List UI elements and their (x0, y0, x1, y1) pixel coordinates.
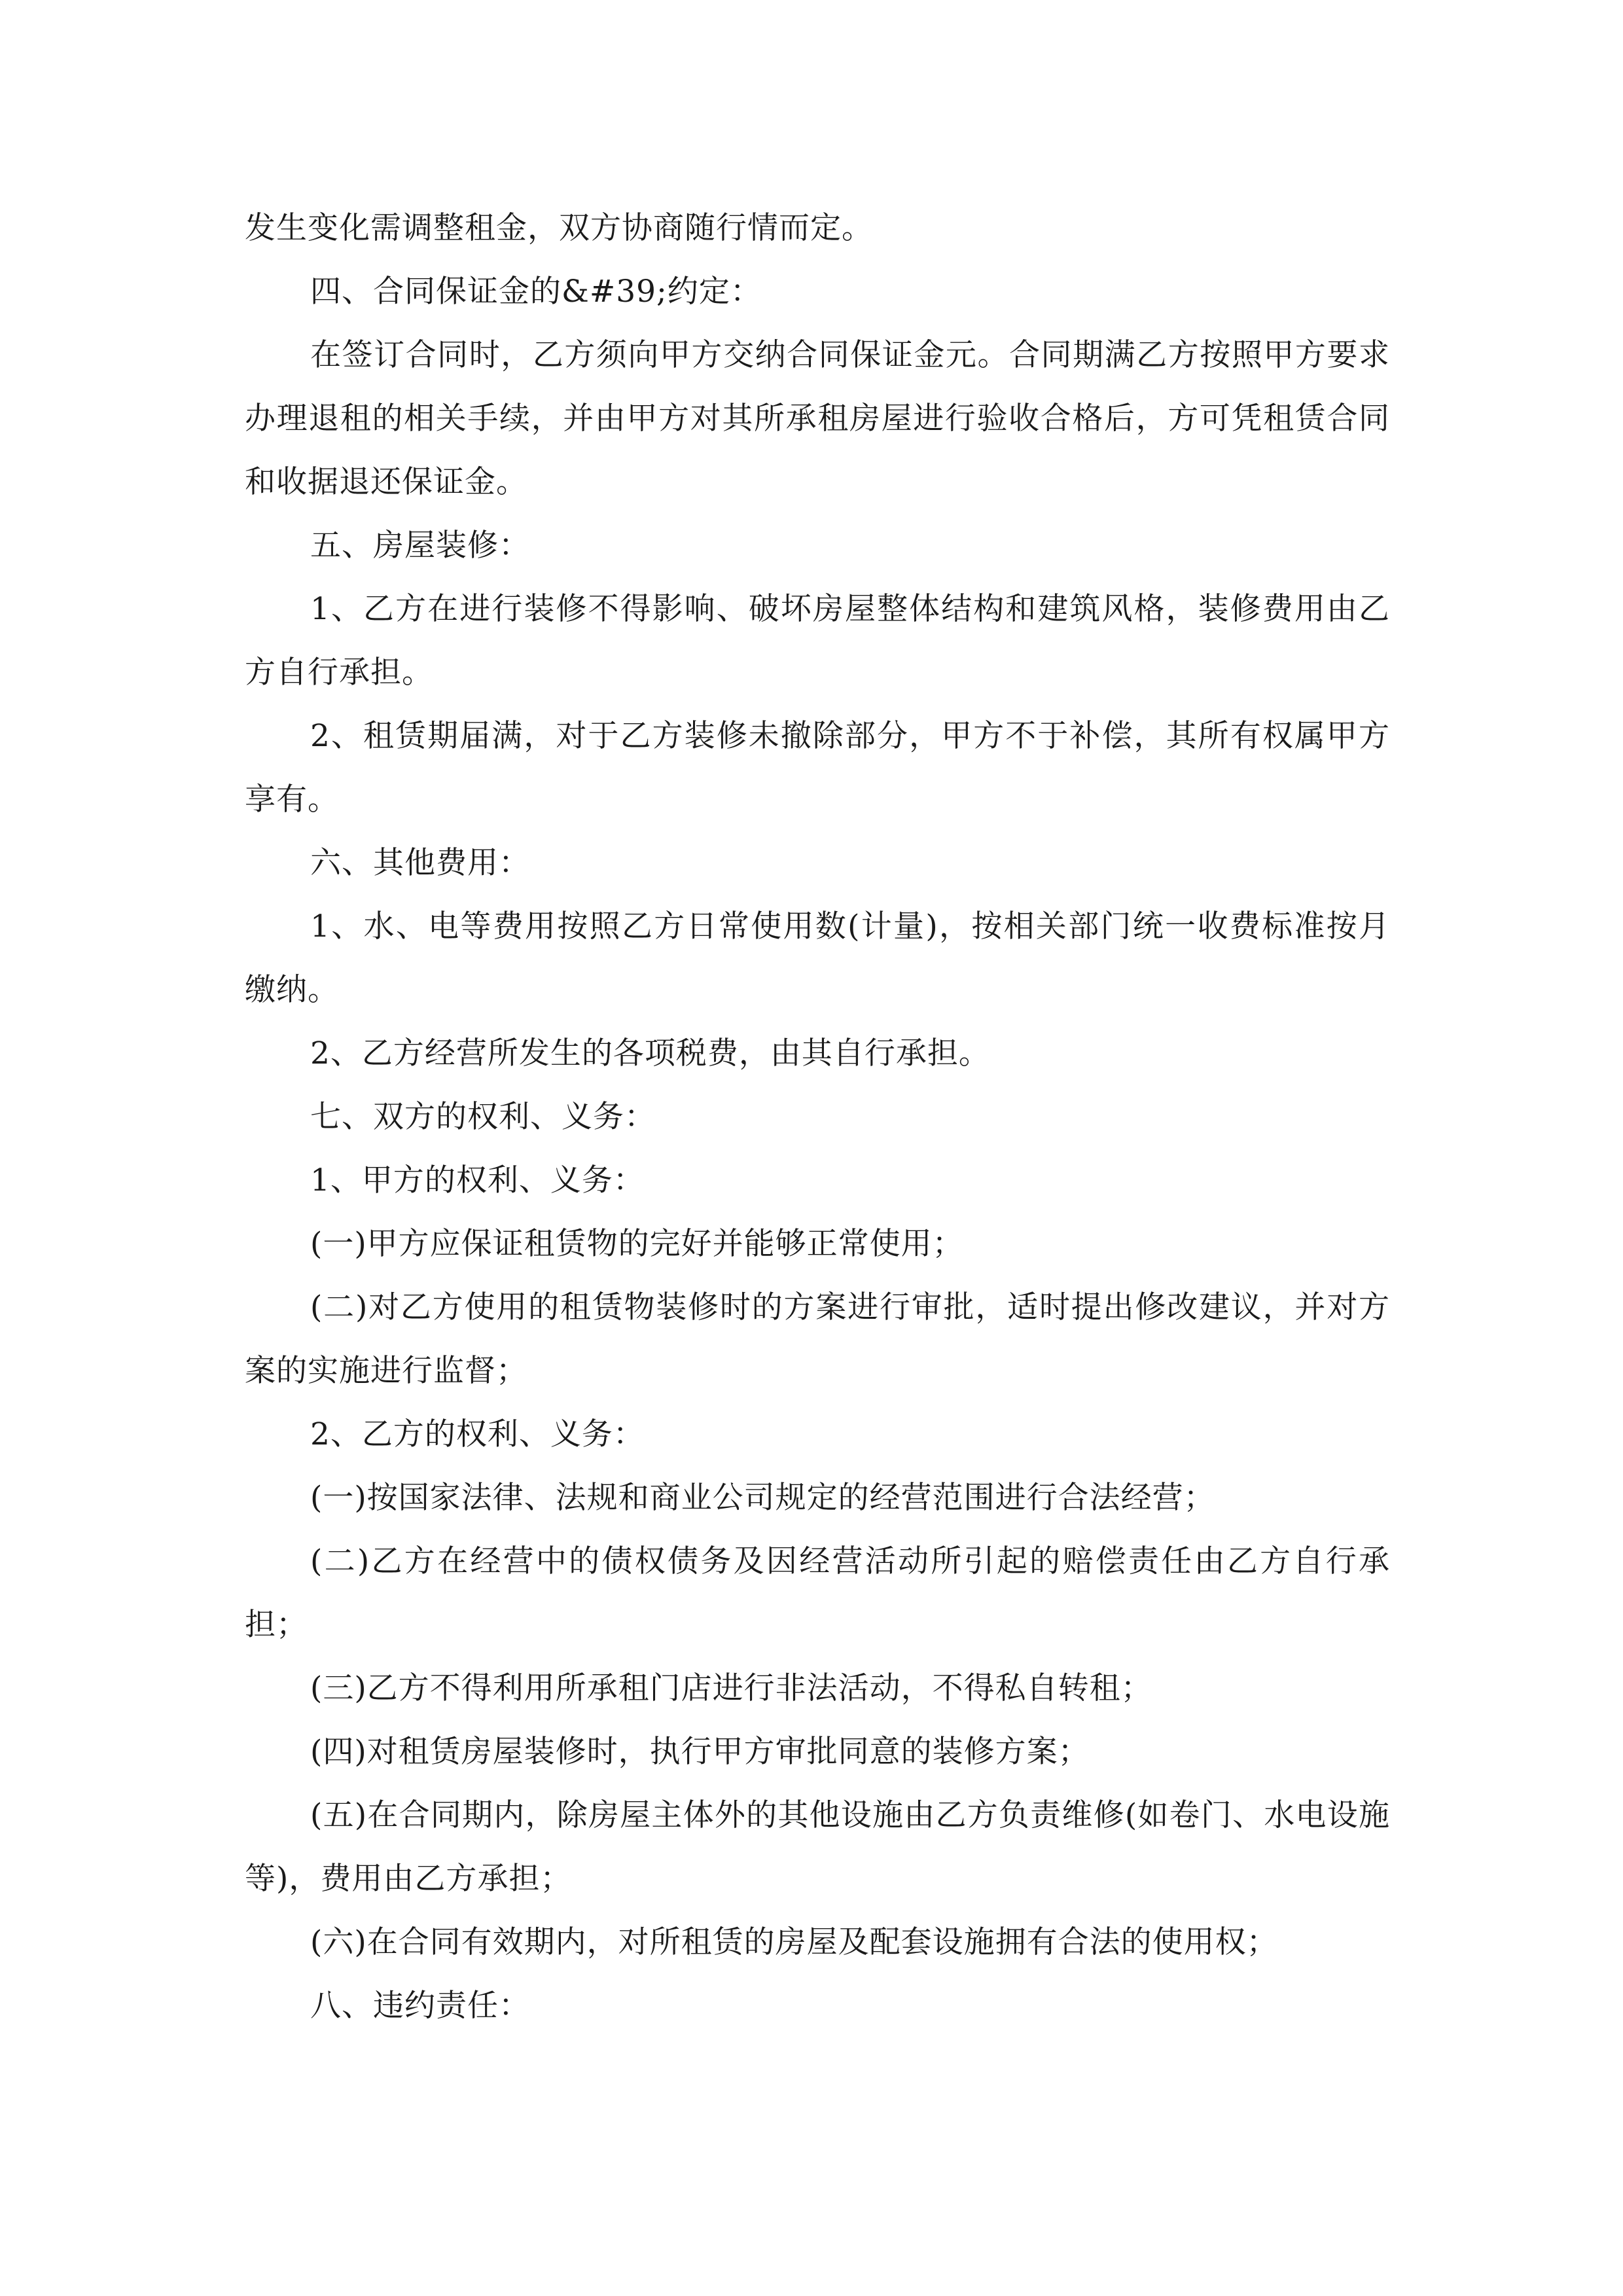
paragraph-renovation-2: 2、租赁期届满，对于乙方装修未撤除部分，甲方不于补偿，其所有权属甲方享有。 (245, 718, 1390, 817)
party-a-item-1: (一)甲方应保证租赁物的完好并能够正常使用； (310, 1226, 964, 1262)
document-body (245, 196, 1390, 2037)
party-b-item-5: (五)在合同期内，除房屋主体外的其他设施由乙方负责维修(如卷门、水电设施等)，费用由乙方承担； (245, 1797, 1390, 1897)
heading-rights-obligations: 七、双方的权利、义务： (310, 1099, 656, 1135)
party-b-item-3: (三)乙方不得利用所承租门店进行非法活动，不得私自转租； (310, 1670, 1152, 1706)
paragraph-renovation-1: 1、乙方在进行装修不得影响、破坏房屋整体结构和建筑风格，装修费用由乙方自行承担。 (245, 591, 1390, 691)
heading-renovation: 五、房屋装修： (310, 528, 530, 564)
heading-breach-liability: 八、违约责任： (310, 1988, 530, 2024)
paragraph-fees-2: 2、乙方经营所发生的各项税费，由其自行承担。 (310, 1035, 990, 1071)
party-a-item-2: (二)对乙方使用的租赁物装修时的方案进行审批，适时提出修改建议，并对方案的实施进行监督； (245, 1289, 1390, 1389)
party-b-item-4: (四)对租赁房屋装修时，执行甲方审批同意的装修方案； (310, 1734, 1090, 1770)
subheading-party-b: 2、乙方的权利、义务： (310, 1416, 645, 1452)
heading-other-fees: 六、其他费用： (310, 845, 530, 881)
party-b-item-1: (一)按国家法律、法规和商业公司规定的经营范围进行合法经营； (310, 1480, 1215, 1516)
party-b-item-6: (六)在合同有效期内，对所租赁的房屋及配套设施拥有合法的使用权； (310, 1924, 1278, 1960)
party-b-item-2: (二)乙方在经营中的债权债务及因经营活动所引起的赔偿责任由乙方自行承担； (245, 1543, 1390, 1643)
paragraph-fees-1: 1、水、电等费用按照乙方日常使用数(计量)，按相关部门统一收费标准按月缴纳。 (245, 908, 1390, 1008)
heading-deposit: 四、合同保证金的&#39;约定： (310, 274, 762, 310)
paragraph-deposit: 在签订合同时，乙方须向甲方交纳合同保证金元。合同期满乙方按照甲方要求办理退租的相关手续，并由甲方对其所承租房屋进行验收合格后，方可凭租赁合同和收据退还保证金。 (245, 337, 1390, 500)
subheading-party-a: 1、甲方的权利、义务： (310, 1162, 645, 1198)
paragraph-rent-adjustment: 发生变化需调整租金，双方协商随行情而定。 (245, 210, 873, 246)
